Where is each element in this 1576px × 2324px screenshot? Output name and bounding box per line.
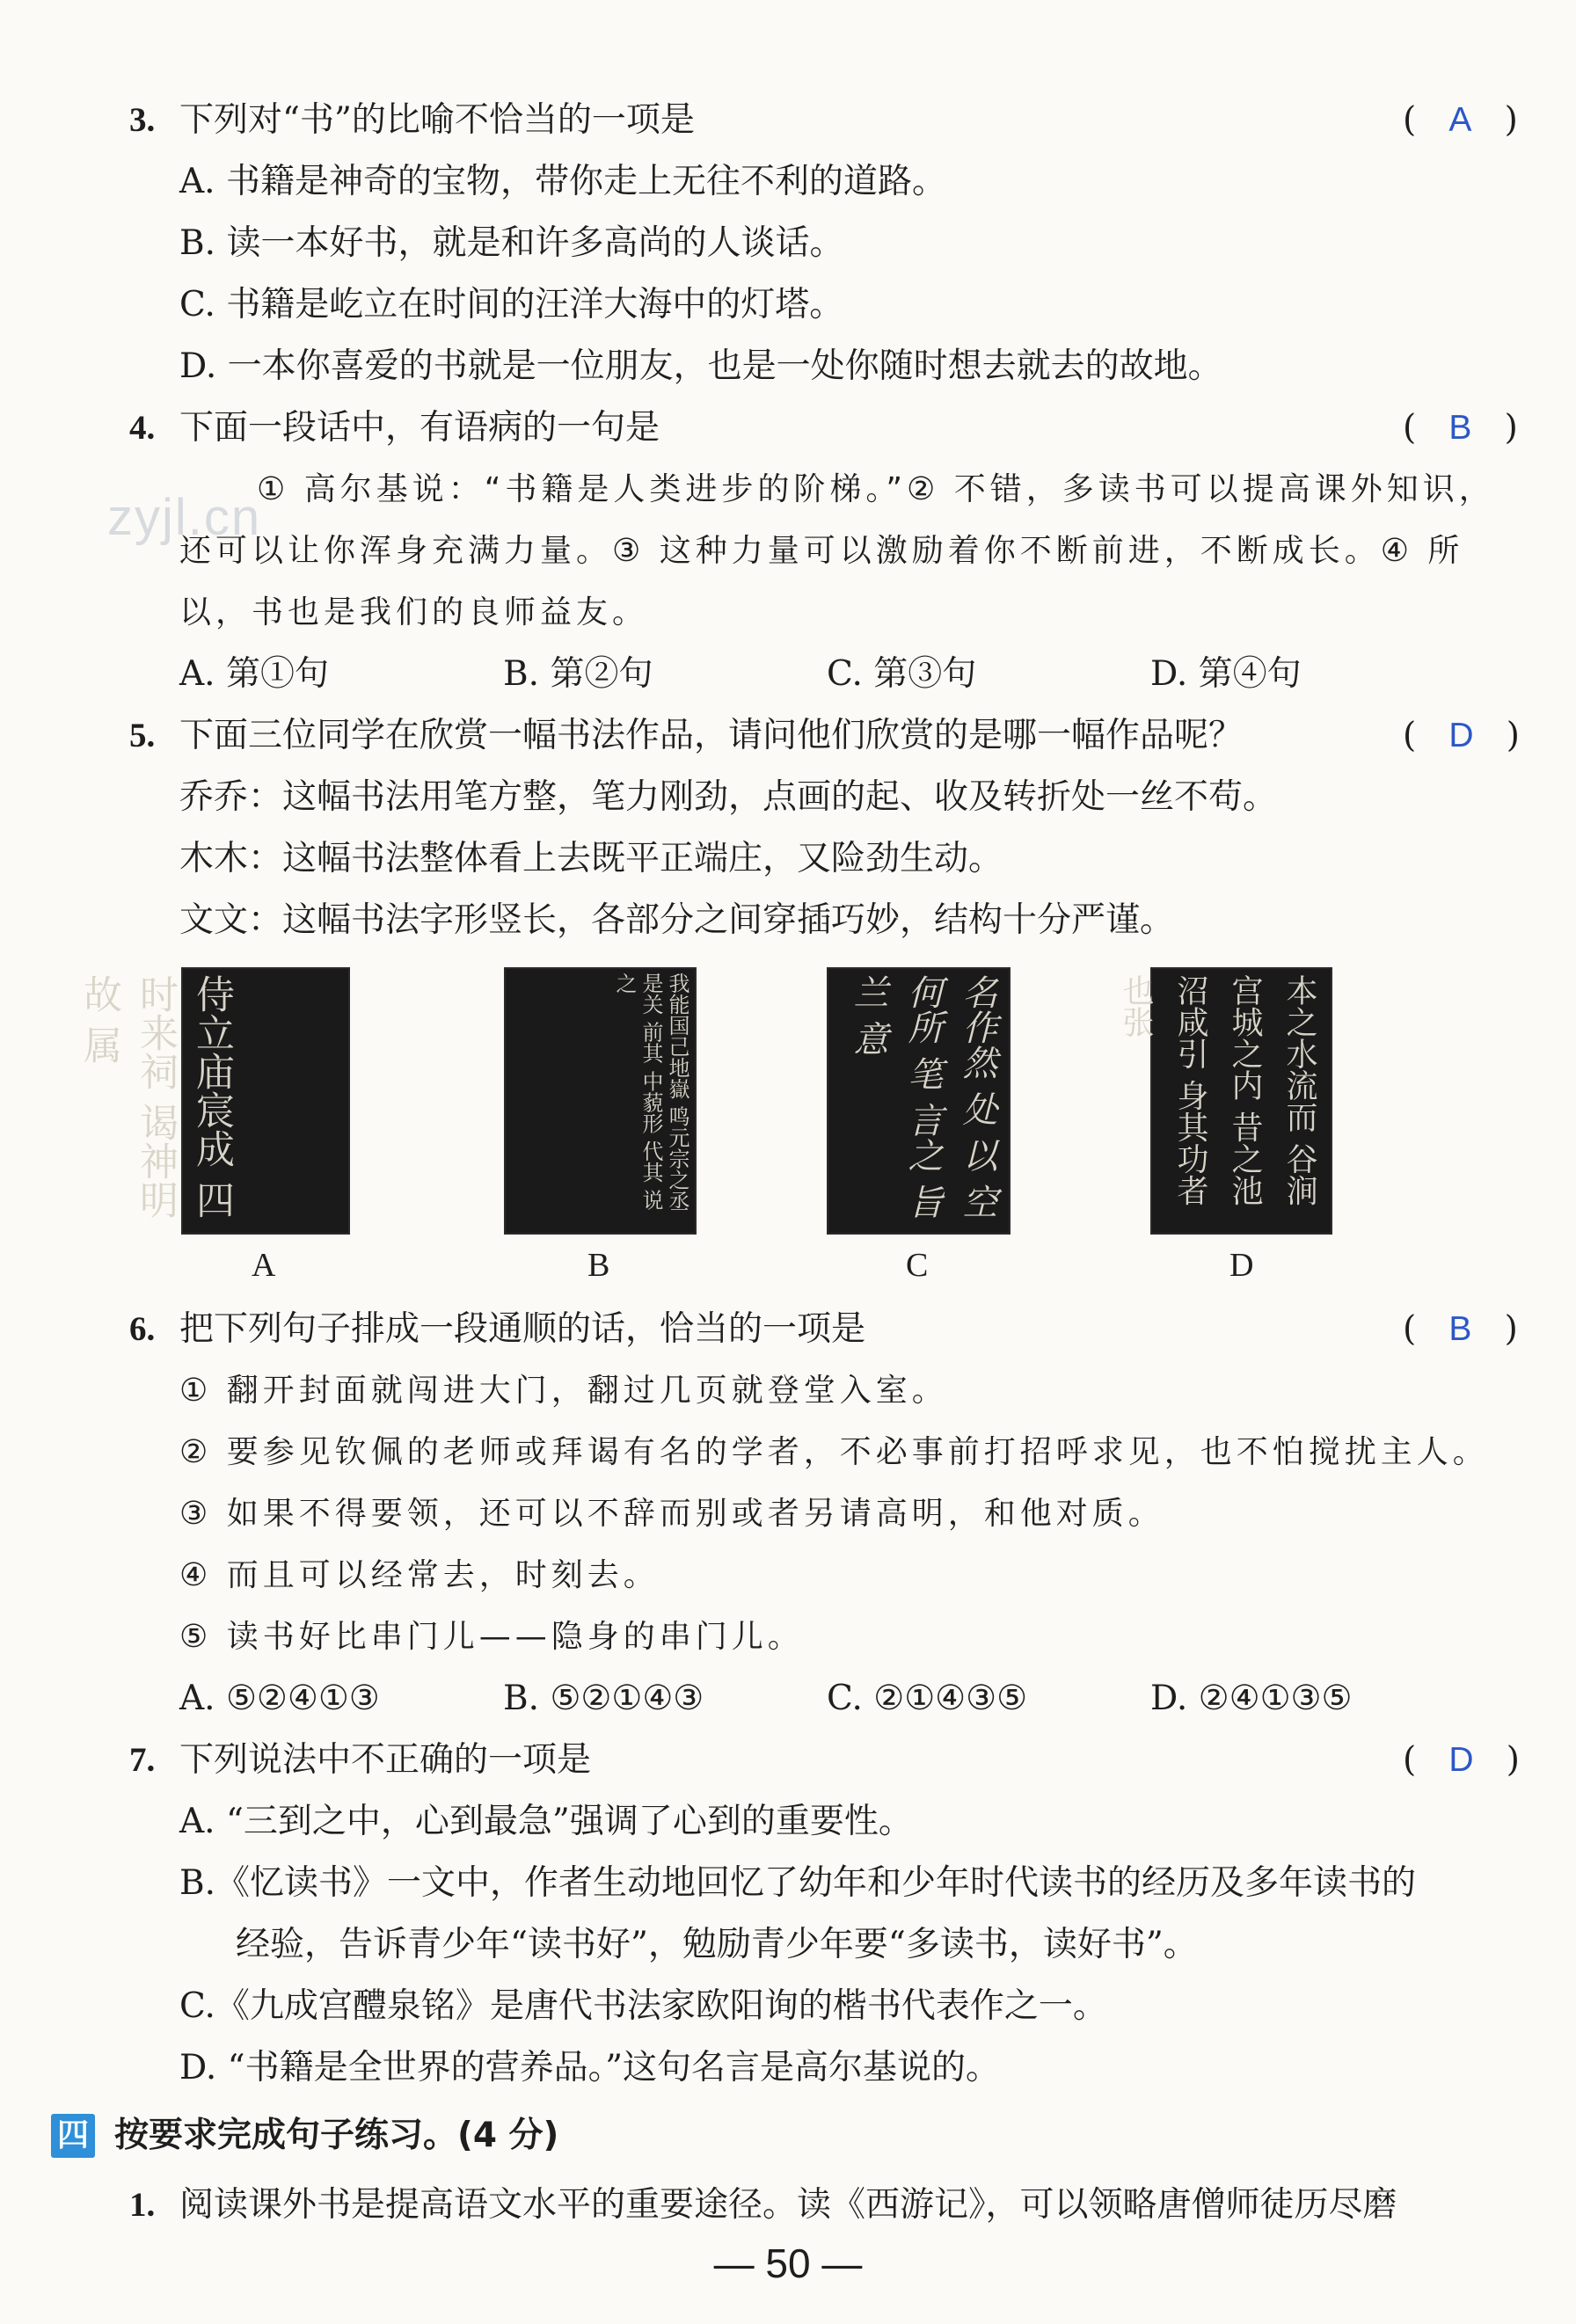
q7-option-d: D. “书籍是全世界的营养品。”这句名言是高尔基说的。 — [179, 2048, 1001, 2087]
q7-option-a: A. “三到之中，心到最急”强调了心到的重要性。 — [179, 1802, 913, 1841]
section-4-title: 按要求完成句子练习。(4 分) — [114, 2116, 559, 2155]
q5-comment-wenwen: 文文：这幅书法字形竖长，各部分之间穿插巧妙，结构十分严谨。 — [179, 900, 1175, 940]
q7-number: 7. — [129, 1741, 156, 1779]
watermark: zyjl.cn — [107, 489, 262, 546]
q5-comment-qiaoqiao: 乔乔：这幅书法用笔方整，笔力刚劲，点画的起、收及转折处一丝不苟。 — [179, 777, 1278, 817]
q4-answer: ( B ) — [1403, 408, 1518, 448]
q6-option-c: C. ②①④③⑤ — [827, 1679, 1028, 1718]
q7-option-b: B.《忆读书》一文中，作者生动地回忆了幼年和少年时代读书的经历及多年读书的 — [179, 1863, 1417, 1903]
caption-c: C — [906, 1247, 929, 1284]
calligraphy-image-b — [504, 967, 697, 1235]
caption-b: B — [587, 1247, 610, 1284]
q4-option-a: A. 第①句 — [179, 654, 329, 694]
q3-number: 3. — [129, 101, 156, 139]
calligraphy-b-text: 我能国己地嶽 鸣元宗之丞 是关 前其 中藐形 代其 说之 — [612, 973, 690, 1212]
q6-option-b: B. ⑤②①④③ — [503, 1679, 704, 1718]
q6-option-a: A. ⑤②④①③ — [179, 1679, 380, 1718]
q6-sentence-2: ② 要参见钦佩的老师或拜谒有名的学者，不必事前打招呼求见，也不怕搅扰主人。 — [179, 1434, 1489, 1470]
s4-q1-number: 1. — [129, 2186, 156, 2224]
q5-answer: ( D ) — [1403, 716, 1521, 755]
calligraphy-image-a — [77, 967, 350, 1235]
page-number: — 50 — — [713, 2240, 863, 2286]
calligraphy-image-c — [827, 967, 1011, 1235]
q4-option-c: C. 第③句 — [827, 654, 977, 694]
q3-answer: ( A ) — [1403, 100, 1518, 140]
calligraphy-c-text: 名作然 处 以 空 何所 笔 言之 旨 兰 意 — [848, 974, 997, 1220]
q5-number: 5. — [129, 717, 156, 754]
q7-option-b-continued: 经验，告诉青少年“读书好”，勉励青少年要“多读书，读好书”。 — [236, 1925, 1198, 1964]
q4-passage-line-1: ① 高尔基说：“书籍是人类进步的阶梯。”② 不错，多读书可以提高课外知识， — [257, 471, 1495, 507]
q3-answer-value: A — [1448, 101, 1472, 139]
q4-stem: 下面一段话中，有语病的一句是 — [179, 408, 660, 448]
caption-a: A — [252, 1247, 276, 1284]
q3-option-d: D. 一本你喜爱的书就是一位朋友，也是一处你随时想去就去的故地。 — [179, 346, 1222, 386]
q6-answer-value: B — [1448, 1310, 1472, 1348]
q6-sentence-1: ① 翻开封面就闯进大门，翻过几页就登堂入室。 — [179, 1373, 948, 1409]
q6-stem: 把下列句子排成一段通顺的话，恰当的一项是 — [179, 1309, 866, 1349]
caption-d: D — [1229, 1247, 1254, 1284]
q5-answer-value: D — [1448, 717, 1474, 754]
q3-option-b: B. 读一本好书，就是和许多高尚的人谈话。 — [179, 223, 844, 263]
q4-option-d: D. 第④句 — [1150, 654, 1302, 694]
q5-comment-mumu: 木木：这幅书法整体看上去既平正端庄，又险劲生动。 — [179, 839, 1003, 878]
q3-option-c: C. 书籍是屹立在时间的汪洋大海中的灯塔。 — [179, 285, 844, 324]
q6-sentence-4: ④ 而且可以经常去，时刻去。 — [179, 1557, 660, 1593]
q6-answer: ( B ) — [1403, 1309, 1518, 1349]
q6-number: 6. — [129, 1310, 156, 1348]
q4-passage-line-3: 以，书也是我们的良师益友。 — [179, 594, 649, 630]
q4-option-b: B. 第②句 — [503, 654, 653, 694]
section-4-badge: 四 — [51, 2114, 95, 2158]
q7-answer: ( D ) — [1403, 1740, 1521, 1780]
q6-option-d: D. ②④①③⑤ — [1150, 1679, 1353, 1718]
q6-sentence-3: ③ 如果不得要领，还可以不辞而别或者另请高明，和他对质。 — [179, 1496, 1164, 1532]
q3-option-a: A. 书籍是神奇的宝物，带你走上无往不利的道路。 — [179, 162, 946, 201]
q6-sentence-5: ⑤ 读书好比串门儿——隐身的串门儿。 — [179, 1619, 804, 1655]
calligraphy-d-text: 本之水流而 谷涧宫城之内 昔之池沼咸引 身其功者也张 — [1118, 974, 1317, 1206]
s4-q1-text: 阅读课外书是提高语文水平的重要途径。读《西游记》，可以领略唐僧师徒历尽磨 — [179, 2185, 1397, 2225]
q4-answer-value: B — [1448, 409, 1472, 447]
q7-stem: 下列说法中不正确的一项是 — [179, 1740, 592, 1780]
q7-answer-value: D — [1448, 1741, 1474, 1779]
calligraphy-image-d — [1118, 967, 1332, 1235]
q4-passage-line-2: 还可以让你浑身充满力量。③ 这种力量可以激励着你不断前进，不断成长。④ 所 — [179, 533, 1464, 569]
q4-number: 4. — [129, 409, 156, 447]
q3-stem: 下列对“书”的比喻不恰当的一项是 — [179, 100, 695, 140]
calligraphy-a-text: 侍立庙宸成 四时来祠 谒神明故 属 — [77, 974, 234, 1219]
q5-stem: 下面三位同学在欣赏一幅书法作品，请问他们欣赏的是哪一幅作品呢？ — [179, 716, 1244, 755]
q7-option-c: C.《九成宫醴泉铭》是唐代书法家欧阳询的楷书代表作之一。 — [179, 1986, 1107, 2026]
